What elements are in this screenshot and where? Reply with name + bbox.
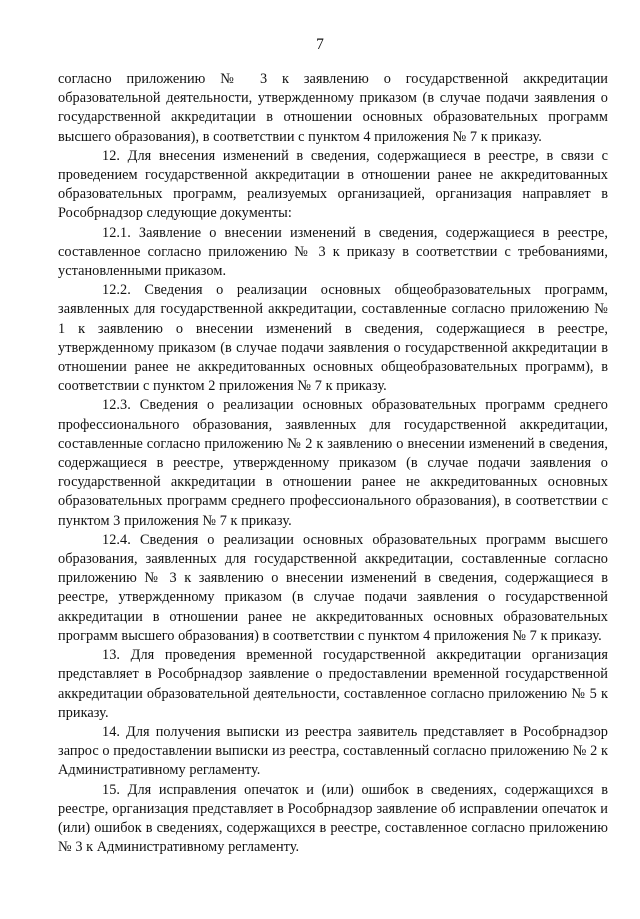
paragraph-12-2: 12.2. Сведения о реализации основных общеобразовательных программ, заявленных для государственной аккредитации, составленные согласно приложению № 1 к заявлению о внесении изменений в сведения, содержащиеся в реестре, утвержденному приказом (в случае подачи заявления о государственной аккредитации в отношении ранее не аккредитованных основных общеобразовательных программ), в соответствии с пунктом 2 приложения № 7 к приказу. <box>58 282 608 395</box>
page-number: 7 <box>316 36 324 53</box>
paragraph-12: 12. Для внесения изменений в сведения, содержащиеся в реестре, в связи с проведением государственной аккредитации в отношении ранее не аккредитованных образовательных программ, реализуемых организацией, организация направляет в Рособрнадзор следующие документы: <box>58 147 608 222</box>
paragraph-14: 14. Для получения выписки из реестра заявитель представляет в Рособрнадзор запрос о предоставлении выписки из реестра, составленный согласно приложению № 2 к Административному регламенту. <box>58 723 608 779</box>
paragraph-13: 13. Для проведения временной государственной аккредитации организация представляет в Рособрнадзор заявление о предоставлении временной государственной аккредитации образовательной деятельности, составленное согласно приложению № 5 к приказу. <box>58 647 608 721</box>
paragraph-12-1: 12.1. Заявление о внесении изменений в сведения, содержащиеся в реестре, составленное согласно приложению № 3 к приказу в соответствии с требованиями, установленными приказом. <box>58 224 608 280</box>
paragraph-12-3: 12.3. Сведения о реализации основных образовательных программ среднего профессионального образования, заявленных для государственной аккредитации, составленные согласно приложению № 2 к заявлению о внесении изменений в сведения, содержащиеся в реестре, утвержденному приказом (в случае подачи заявления о государственной аккредитации в отношении ранее не аккредитованных основных образовательных программ среднего профессионального образования), в соответствии с пунктом 3 приложения № 7 к приказу. <box>58 397 608 529</box>
paragraph-12-4: 12.4. Сведения о реализации основных образовательных программ высшего образования, заявленных для государственной аккредитации, составленные согласно приложению № 3 к заявлению о внесении изменений в сведения, содержащиеся в реестре, утвержденному приказом (в случае подачи заявления о государственной аккредитации в отношении ранее не аккредитованных основных образовательных программ высшего образования) в соответствии с пунктом 4 приложения № 7 к приказу. <box>58 531 608 644</box>
paragraph-continuation: согласно приложению № 3 к заявлению о государственной аккредитации образовательной деятельности, утвержденному приказом (в случае подачи заявления о государственной аккредитации в отношении основных образовательных программ высшего образования), в соответствии с пунктом 4 приложения № 7 к приказу. <box>58 71 608 145</box>
document-body <box>58 70 608 857</box>
paragraph-15: 15. Для исправления опечаток и (или) ошибок в сведениях, содержащихся в реестре, организация представляет в Рособрнадзор заявление об исправлении опечаток и (или) ошибок в сведениях, содержащихся в реестре, составленное согласно приложению № 3 к Административному регламенту. <box>58 781 608 856</box>
